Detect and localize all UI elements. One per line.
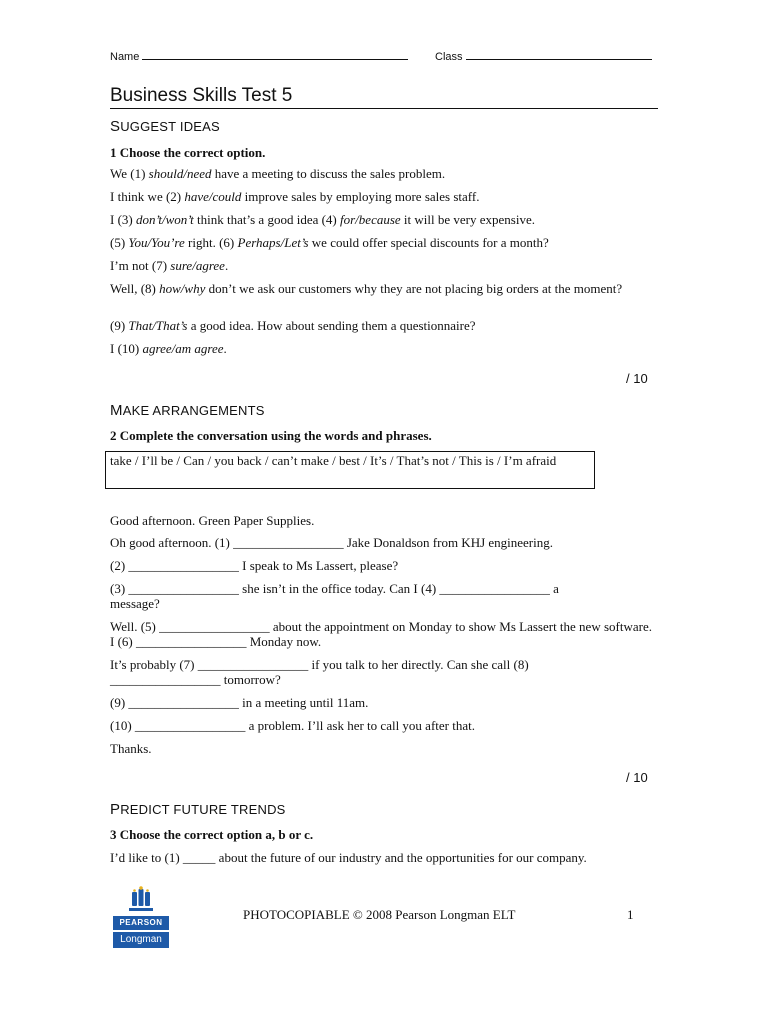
instruction-3: 3 Choose the correct option a, b or c. — [110, 827, 314, 842]
section-heading-initial: P — [110, 801, 121, 818]
class-blank-line[interactable] — [466, 48, 652, 60]
section-heading-text: UGGEST IDEAS — [120, 119, 220, 134]
answer-options[interactable]: Perhaps/Let’s — [237, 235, 309, 250]
answer-options[interactable]: agree/am agree — [142, 341, 224, 356]
answer-options[interactable]: how/why — [159, 281, 206, 296]
logo-pearson-band: PEARSON — [113, 916, 169, 930]
dialogue-line: Well. (5) _________________ about the appointment on Monday to show Ms Lassert the new software. I (6) _________________ Monday now. — [110, 619, 652, 649]
instruction-2: 2 Complete the conversation using the words and phrases. — [110, 428, 432, 443]
section-heading-initial: S — [110, 118, 121, 135]
answer-options[interactable]: sure/agree — [170, 258, 225, 273]
dialogue-line: Oh good afternoon. (1) _________________ Jake Donaldson from KHJ engineering. — [110, 535, 554, 550]
answer-options[interactable]: should/need — [148, 166, 212, 181]
answer-options[interactable]: That/That’s — [128, 318, 188, 333]
dialogue-line: It’s probably (7) _________________ if you talk to her directly. Can she call (8) _________________ tomorrow? — [110, 657, 529, 687]
exercise1-line: Well, (8) how/why don’t we ask our customers why they are not placing big orders at the moment? — [110, 281, 623, 296]
dialogue-line: Good afternoon. Green Paper Supplies. — [110, 513, 315, 528]
exercise1-line: (5) You/You’re right. (6) Perhaps/Let’s we could offer special discounts for a month? — [110, 235, 549, 250]
section-heading-suggest-ideas — [110, 118, 220, 135]
score-section-2: / 10 — [626, 770, 648, 785]
answer-options[interactable]: don’t/won’t — [136, 212, 194, 227]
instruction-1: 1 Choose the correct option. — [110, 145, 266, 160]
dialogue-line: (9) _________________ in a meeting until 11am. — [110, 695, 369, 710]
copyright-footer: PHOTOCOPIABLE © 2008 Pearson Longman ELT — [243, 907, 516, 922]
exercise1-line: I (10) agree/am agree. — [110, 341, 227, 356]
class-field[interactable] — [435, 48, 652, 63]
test-title: Business Skills Test 5 — [110, 85, 658, 109]
section-heading-text: REDICT FUTURE TRENDS — [120, 802, 286, 817]
dialogue-line: (3) _________________ she isn’t in the office today. Can I (4) _________________ a message? — [110, 581, 559, 611]
exercise1-line: (9) That/That’s a good idea. How about sending them a questionnaire? — [110, 318, 476, 333]
dialogue-line: Thanks. — [110, 741, 152, 756]
class-label: Class — [435, 51, 463, 63]
section-heading-initial: M — [110, 402, 123, 419]
name-label: Name — [110, 51, 140, 63]
pearson-longman-logo — [113, 886, 169, 948]
section-heading-make-arrangements — [110, 402, 265, 419]
word-bank-box: take / I’ll be / Can / you back / can’t make / best / It’s / That’s not / This is / I’m afraid — [105, 451, 595, 489]
ship-icon — [127, 886, 155, 914]
answer-options[interactable]: for/because — [340, 212, 401, 227]
dialogue-line: (10) _________________ a problem. I’ll ask her to call you after that. — [110, 718, 475, 733]
answer-options[interactable]: You/You’re — [128, 235, 185, 250]
exercise1-line: I’m not (7) sure/agree. — [110, 258, 229, 273]
exercise1-line: I think we (2) have/could improve sales by employing more sales staff. — [110, 189, 480, 204]
student-info-row — [110, 48, 658, 64]
name-blank-line[interactable] — [142, 48, 408, 60]
section-heading-text: AKE ARRANGEMENTS — [122, 403, 265, 418]
logo-longman-band: Longman — [113, 932, 169, 948]
exercise3-line: I’d like to (1) _____ about the future of our industry and the opportunities for our company. — [110, 850, 587, 865]
exercise1-line: We (1) should/need have a meeting to discuss the sales problem. — [110, 166, 446, 181]
name-field[interactable] — [110, 48, 408, 63]
page-number: 1 — [627, 907, 634, 922]
exercise1-line: I (3) don’t/won’t think that’s a good idea (4) for/because it will be very expensive. — [110, 212, 535, 227]
answer-options[interactable]: have/could — [184, 189, 242, 204]
section-heading-predict-future-trends — [110, 801, 286, 818]
score-section-1: / 10 — [626, 371, 648, 386]
dialogue-line: (2) _________________ I speak to Ms Lassert, please? — [110, 558, 399, 573]
